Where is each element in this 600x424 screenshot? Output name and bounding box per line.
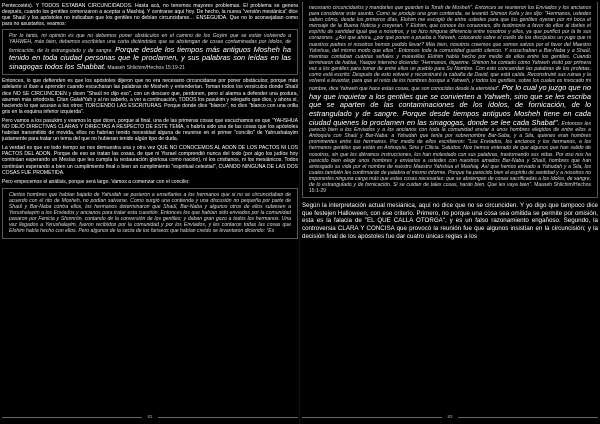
quote-box-concilio bbox=[2, 188, 298, 239]
quote-concilio-text: Ciertos hombres que habían bajado de Yahudah se pusieron a enseñarles a los hermanos que si no se circuncidaban de acuerdo con el rito de Mosheh, no podían salvarse. Como surgió una contienda y una discusión no pequeña por parte de Shaúl y Bar-Naba contra ellos, los hermanos determinaron que Shaúl, Bar-Naba y algunos otros de ellos subiesen a Yerushalayim a los Enviados y ancianos para tratar esta cuestión. Entonces los que habían sido enviados por la comunidad pasaron por Fenicia y Shomrón, contando de la conversión de los gentiles; y daban gran gozo a todos los hermanos. Una vez llegados a Yerushalayim, fueron recibidos por la comunidad y por los Enviados, y les contaron todas las cosas que Elohim había hecho con ellos. Pero algunos de la secta de los fariseos que habían creído se levantaron diciendo: "Es bbox=[9, 191, 291, 235]
quote-source: Maaseh Shlichim/Hechos 15:1-29 bbox=[309, 182, 591, 195]
quote-box-hechos-15-19 bbox=[2, 29, 298, 75]
right-page bbox=[302, 0, 598, 424]
paragraph-pasukim: Pero vamos a los pasukim y veamos lo que dicen, porque al final, una de las primeras cosas que escuchamos es que "YAHSHUA NO DEJÓ DIRECTIVAS CLARAS Y DIRECTAS A RESPECTO DE ESTE TEMA, o habría sido una de las cosas que los apóstoles habrían transmitido de movida, ellos no habrían tenido necesidad alguna de reunirse en el primer "concilio" de Yahrushalayim justamente para tratar un tema del que no hubieran tenido algún tipo de duda. bbox=[2, 117, 298, 143]
paragraph-intro: Pentecostés). Y TODOS ESTABAN CIRCUNCIDADOS. Hasta acá, no tenemos mayores problemas. El problema se genera después, cuando los gentiles comenzaron a aceptar a Mashiaj. Y centrarse aquí hoy. De hecho, la nueva "versión mesiánica" dice que Shaúl y los apóstoles no indicaban que los gentiles no debían circuncidarse… ENSEGUIDA. Que no lo aconsejaban como para no asustarlos, veamos: bbox=[2, 3, 298, 28]
quote-emphasis: Porque desde los tiempos más antiguos Mosheh ha tenido en toda ciudad personas que le proclamen, y sus palabras son leídas en las sinagogas todos los Shabbat. bbox=[9, 44, 291, 71]
page-number: 83 bbox=[442, 414, 458, 419]
page-footer bbox=[302, 414, 598, 422]
paragraph-analysis: Pero empecemos el análisis, porque será largo. Vamos a comenzar con el concilio: bbox=[2, 178, 190, 185]
quote-text: Por lo tanto, mi opinión es que no debemos poner obstáculos en el camino de los Goyim que se están volviendo a YAHWEH, más bien, debemos escribirles una carta diciéndoles que se abstengan de cosas contaminadas por ídolos, de fornicación, de lo estrangulado y de sangre. bbox=[9, 33, 291, 54]
left-page bbox=[2, 0, 298, 424]
quote-emphasis-large: Por lo cual yo juzgo que no hay que inquietar a los gentiles que se convierten a Yahweh, sino que se les escriba que se aparten de las contaminaciones de los ídolos, de fornicación, de lo estrangulado y de sangre. Porque desde tiempos antiguos Mosheh tiene en cada ciudad quienes lo proclamen en las sinagogas, donde se lee cada Shabat". bbox=[309, 83, 591, 127]
paragraph-truth: La verdad es que en todo tiempo se nos demuestra una y otra vez QUE NO CONOCEMOS AL ADON DE LOS PACTOS NI LOS PACTOS DEL ADON. Porque de eso se tratan las cosas, de que ni Yisrael comprendió nunca del todo (por algo los judíos hoy continúan esperando un Mesías que les cumpla la restauración gloriosa como nación), ni los cristianos, ni los mesiánicos. Todos continúan esperando a bien un cumplimiento final o bien un cumplimiento "espiritual celestial", CUANDO NINGUNA DE LAS DOS COSAS FUE PROMETIDA. bbox=[2, 145, 298, 176]
page-gutter bbox=[299, 0, 300, 424]
paragraph-argument: Entonces, lo que defienden es que los apóstoles dijeron que no era necesario circuncidarse por poner obstáculos; porque más adelante sí iban a aprender cuando escucharan las palabras de Mosheh y entenderían. Toman todos los versículos donde Shaúl dice NO SE CIRCUNCIDEN y dicen "Shaúl no dijo eso", con un descaro que, perdonen, pero sí alarma a defender una postura, asumen más ortodoxia. Citan Galat/Yah y al no saberlo, a ver a continuación, TODOS los pasukim y relegarlo que dice, y ahora sí, haciendo lo que acusan a los otros: TORCIENDO LAS ESCRITURAS. Porque donde dice "blanco", no dice "blanco con una orilla gris en la esquina inferior izquierda". bbox=[2, 78, 298, 115]
page-footer bbox=[2, 414, 298, 422]
quote-box-continued bbox=[302, 2, 598, 198]
quote-continued-text: necesario circuncidarlos y mandarles que guarden la Torah de Mosheh". Entonces se reunieron los Enviados y los ancianos para considerar este asunto. Como se produjo una gran contienda, se levantó Shimon Kefa y les dijo: "Hermanos, ustedes saben cómo, desde los primeros días, Elohim me escogió de entre ustedes para que los gentiles oyeran por mi boca el mensaje de la Buena Noticia y creyeran. Y Elohim, que conoce los corazones, dio testimonio a favor de ellos al darles el espíritu de santidad igual que a nosotros, y no hizo ninguna diferencia entre nosotros y ellos, ya que purificó por la fe sus corazones. ¿Así que ahora, ¿por qué ponen a prueba a Yahweh, colocando sobre el cuello de los discípulos un yugo que ni nuestros padres ni nosotros hemos podido llevar? Más bien, nosotros creemos que somos salvos por el favor del Maestro Yahshua, del mismo modo que ellos". Entonces toda la comunidad guardó silencio. Y escuchaban a Bar-Naba y a Shaúl, mientras contaban cuántas señales y maravillas Elohim había hecho por medio de ellos entre los gentiles. Cuando terminaron de hablar, Yaaqov intervino diciendo: "Hermanos, óiganme. Shimon ha contado cómo Yahweh visitó por primera vez a los gentiles para tomar de entre ellos un pueblo para Su Nombre. Con esto concuerdan las palabras de los profetas, como está escrito: Después de esto volveré y reconstruiré la cabaña de David, que está caída. Reconstruiré sus ruinas y la volveré a levantar, para que el resto de los hombres busque a Yahweh, y todos los gentiles, sobre los cuales es invocado mi nombre, dice Yahweh que hace estas cosas, que son conocidas desde la eternidad". bbox=[309, 5, 591, 93]
paragraph-interpretation: Según la interpretación actual mesiánica, aquí no dice que no se circunciden. Y yo digo que tampoco dice que festejen Halloween, con ese criterio. Primero, no porque una cosa sea omitida se permite por omisión, esta es la falacia de "EL QUE CALLA OTORGA", y es un falso razonamiento engañoso. Segundo, la controversia CLARA Y CONCISA que provocó la reunión fue que algunos insistían en la circuncisión; y la decisión final de los apóstoles fue dar cuatro únicas reglas a los bbox=[302, 202, 598, 240]
page-number: 82 bbox=[142, 414, 158, 419]
quote-letter-text: Entonces les pareció bien a los Enviados y a los ancianos con toda la comunidad enviar a unos hombres elegidos de entre ellos a Antioquía con Shaúl y Bar-Naba: a Yahudah que tenía por sobrenombre Bar-Saba, y a Sila, quienes eran hombres prominentes entre los hermanos. Por medio de ellos escribieron: "Los Enviados, los ancianos y los hermanos, a los hermanos gentiles que están en Antioquía, Siria y Cilicia. Saludos. Nos hemos enterado de que algunos que han salido de nosotros, sin que les diéramos instrucciones, los han molestado con sus palabras, trastornando sus vidas. Por eso nos ha parecido bien elegir unos hombres y enviarlos a ustedes con nuestros amados Bar-Naba y Shaúl, hombres que han arriesgado su vida por el nombre de nuestro Maestro Yahshua el Mashiaj. Así que hemos enviado a Yahudah y a Sila, los cuales también les confirmarán de palabra el mismo informe. Porque ha parecido bien al espíritu de santidad y a nosotros no imponerles ninguna carga más que estas cosas necesarias: que se abstengan de cosas sacrificadas a los ídolos, de sangre, de lo estrangulado y de fornicación. Si se cuidan de tales cosas, harán bien. Que les vaya bien". bbox=[309, 120, 592, 189]
quote-source: Maaseh Shlichim/Hechos 15:19-21 bbox=[107, 64, 185, 71]
